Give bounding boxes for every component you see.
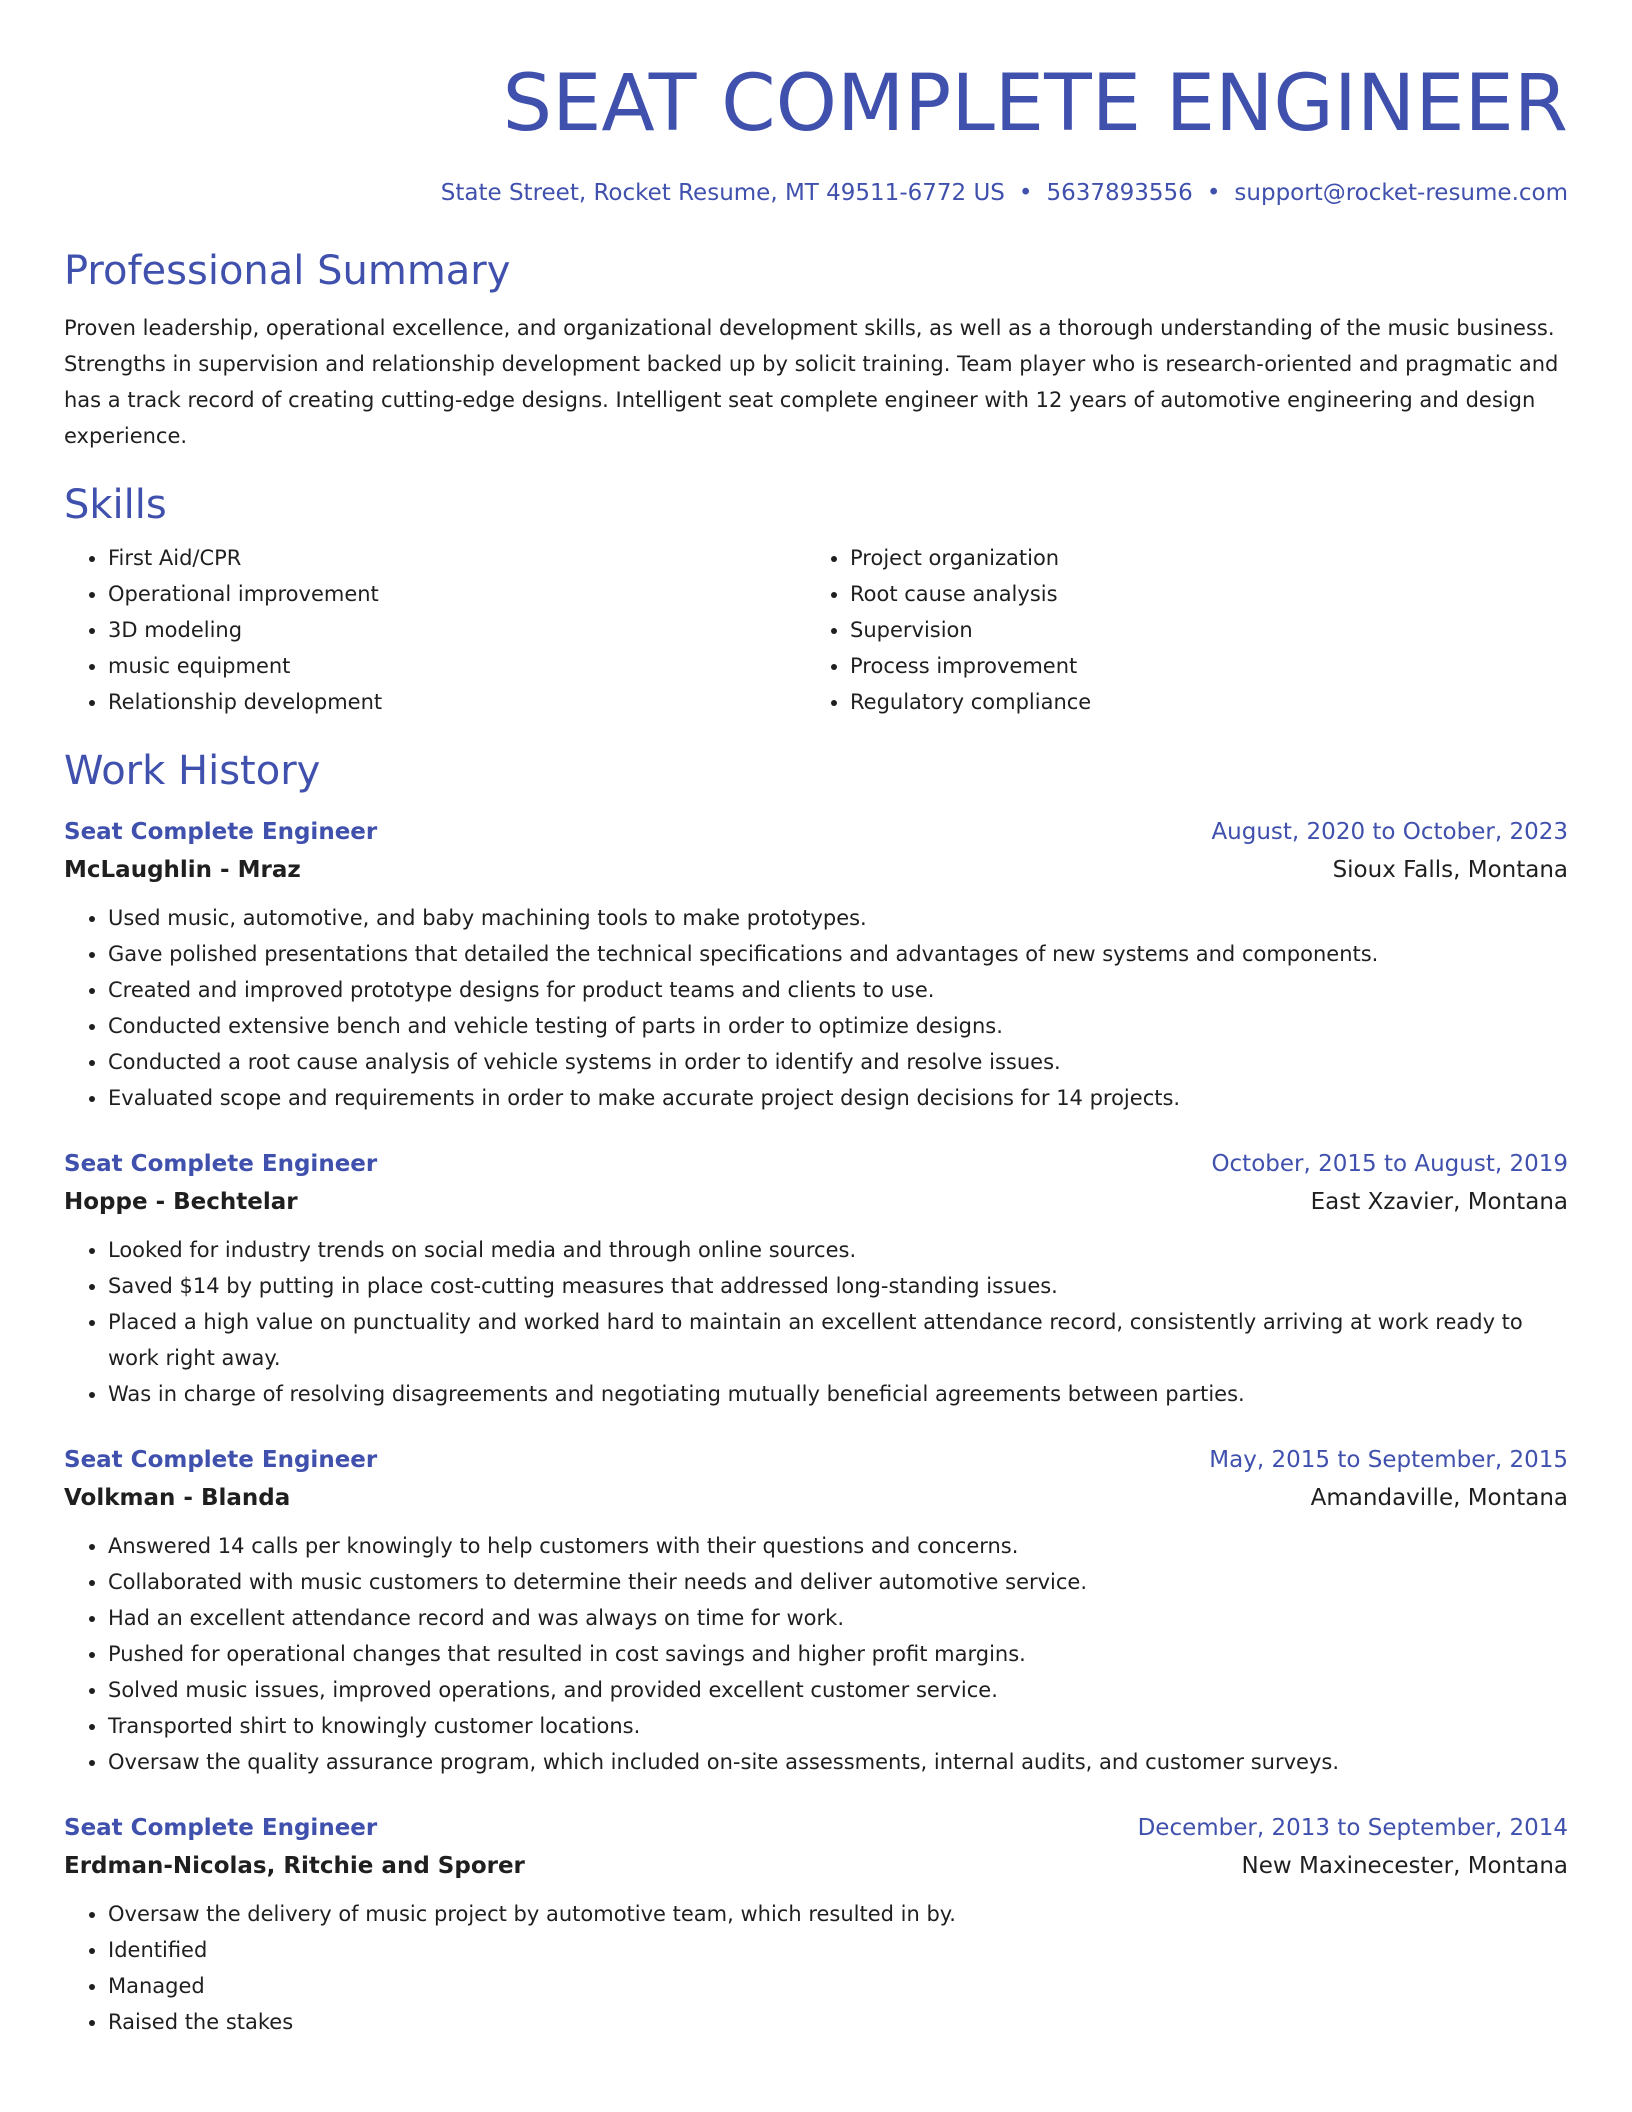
contact-separator: •: [1206, 180, 1221, 206]
job-bullet: • Pushed for operational changes that resulted in cost savings and higher profit margins.: [108, 1636, 1568, 1672]
job-company: McLaughlin - Mraz: [64, 857, 301, 883]
contact-line: [64, 178, 1568, 208]
job-bullets: [64, 900, 1568, 1116]
job-bullet: • Oversaw the delivery of music project by automotive team, which resulted in by.: [108, 1896, 1568, 1932]
candidate-name: SEAT COMPLETE ENGINEER: [502, 59, 1568, 149]
skill-item: • Operational improvement: [108, 576, 806, 612]
job-bullet: • Oversaw the quality assurance program, which included on-site assessments, internal audits, and customer surveys.: [108, 1744, 1568, 1780]
job-title: Seat Complete Engineer: [64, 1815, 378, 1841]
job-entry: [64, 1146, 1568, 1412]
skill-item: • 3D modeling: [108, 612, 806, 648]
contact-email[interactable]: support@rocket-resume.com: [1234, 180, 1568, 206]
resume-page: [64, 0, 1568, 2040]
job-company: Hoppe - Bechtelar: [64, 1189, 298, 1215]
job-bullets: [64, 1528, 1568, 1780]
contact-address: State Street, Rocket Resume, MT 49511-6772 US: [440, 180, 1005, 206]
job-bullet: • Saved $14 by putting in place cost-cutting measures that addressed long-standing issues.: [108, 1268, 1568, 1304]
skills-column-right: [806, 540, 1548, 720]
job-title: Seat Complete Engineer: [64, 1151, 378, 1177]
job-bullet: • Created and improved prototype designs for product teams and clients to use.: [108, 972, 1568, 1008]
work-history-heading: Work History: [64, 748, 321, 794]
job-company: Volkman - Blanda: [64, 1485, 291, 1511]
contact-separator: •: [1018, 180, 1033, 206]
skill-item: • Regulatory compliance: [850, 684, 1548, 720]
job-bullets: [64, 1896, 1568, 2040]
skill-item: • Process improvement: [850, 648, 1548, 684]
skill-item: • Supervision: [850, 612, 1548, 648]
job-bullet: • Looked for industry trends on social media and through online sources.: [108, 1232, 1568, 1268]
job-dates: October, 2015 to August, 2019: [1211, 1151, 1568, 1177]
job-bullet: • Solved music issues, improved operations, and provided excellent customer service.: [108, 1672, 1568, 1708]
job-bullets: [64, 1232, 1568, 1412]
job-dates: May, 2015 to September, 2015: [1209, 1447, 1568, 1473]
job-company: Erdman-Nicolas, Ritchie and Sporer: [64, 1853, 525, 1879]
job-title: Seat Complete Engineer: [64, 1447, 378, 1473]
job-bullet: • Used music, automotive, and baby machining tools to make prototypes.: [108, 900, 1568, 936]
contact-phone[interactable]: 5637893556: [1046, 180, 1193, 206]
job-bullet: • Conducted a root cause analysis of vehicle systems in order to identify and resolve issues.: [108, 1044, 1568, 1080]
job-bullet: • Transported shirt to knowingly customer locations.: [108, 1708, 1568, 1744]
job-bullet: • Placed a high value on punctuality and worked hard to maintain an excellent attendance record, consistently arriving at work ready to work right away.: [108, 1304, 1568, 1376]
job-title: Seat Complete Engineer: [64, 819, 378, 845]
job-entry: [64, 1810, 1568, 2040]
job-bullet: • Identified: [108, 1932, 1568, 1968]
skills-column-left: [64, 540, 806, 720]
skill-item: • Project organization: [850, 540, 1548, 576]
job-bullet: • Managed: [108, 1968, 1568, 2004]
summary-text: Proven leadership, operational excellence, and organizational development skills, as well as a thorough understanding of the music business. Strengths in supervision and relationship development backed up by solicit training. Team player who is research-oriented and pragmatic and has a track record of creating cutting-edge designs. Intelligent seat complete engineer with 12 years of automotive engineering and design experience.: [64, 316, 1559, 448]
job-bullet: • Conducted extensive bench and vehicle testing of parts in order to optimize designs.: [108, 1008, 1568, 1044]
job-bullet: • Raised the stakes: [108, 2004, 1568, 2040]
job-bullet: • Evaluated scope and requirements in order to make accurate project design decisions for 14 projects.: [108, 1080, 1568, 1116]
skill-item: • Relationship development: [108, 684, 806, 720]
skill-item: • music equipment: [108, 648, 806, 684]
job-dates: December, 2013 to September, 2014: [1137, 1815, 1568, 1841]
job-bullet: • Gave polished presentations that detailed the technical specifications and advantages of new systems and components.: [108, 936, 1568, 972]
job-bullet: • Collaborated with music customers to determine their needs and deliver automotive service.: [108, 1564, 1568, 1600]
skills-heading: Skills: [64, 482, 167, 528]
job-bullet: • Answered 14 calls per knowingly to help customers with their questions and concerns.: [108, 1528, 1568, 1564]
job-location: East Xzavier, Montana: [1310, 1189, 1568, 1215]
job-location: Amandaville, Montana: [1310, 1485, 1568, 1511]
summary-heading: Professional Summary: [64, 248, 511, 294]
job-location: New Maxinecester, Montana: [1241, 1853, 1568, 1879]
skill-item: • Root cause analysis: [850, 576, 1548, 612]
skill-item: • First Aid/CPR: [108, 540, 806, 576]
job-entry: [64, 814, 1568, 1116]
job-dates: August, 2020 to October, 2023: [1211, 819, 1568, 845]
skills-list: [64, 540, 1568, 720]
job-bullet: • Had an excellent attendance record and was always on time for work.: [108, 1600, 1568, 1636]
job-bullet: • Was in charge of resolving disagreements and negotiating mutually beneficial agreements between parties.: [108, 1376, 1568, 1412]
job-location: Sioux Falls, Montana: [1332, 857, 1568, 883]
job-entry: [64, 1442, 1568, 1780]
